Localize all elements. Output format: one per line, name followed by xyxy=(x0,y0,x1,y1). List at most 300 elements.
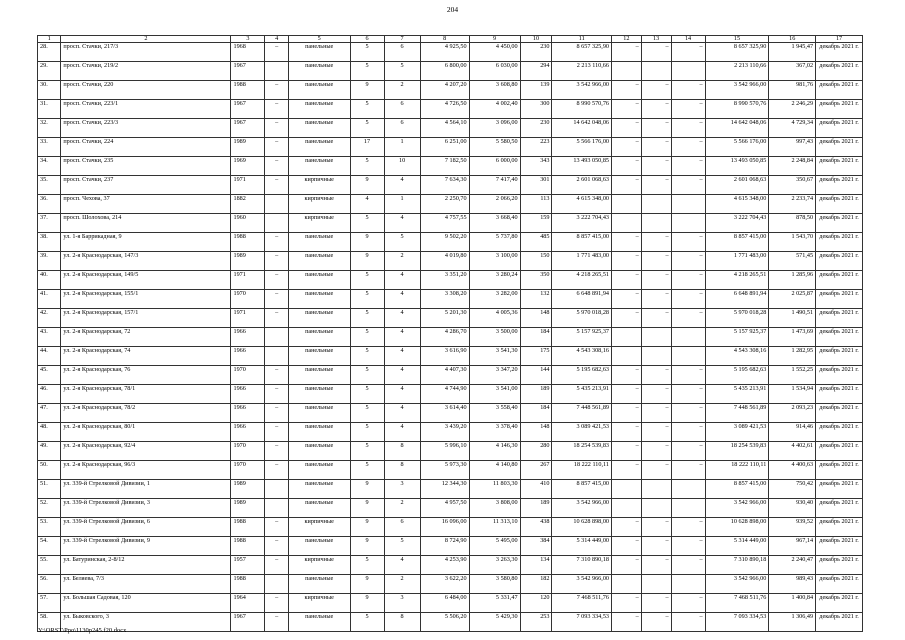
cell-res: 134 xyxy=(520,556,552,575)
cell-addr: ул. Большая Садовая, 120 xyxy=(61,594,231,613)
cell-dash: – xyxy=(265,233,288,252)
cell-tot: 18 254 539,83 xyxy=(705,442,769,461)
cell-ar2: 11 313,10 xyxy=(469,518,520,537)
cell-cost: 7 448 561,89 xyxy=(552,404,612,423)
cell-c13: – xyxy=(641,81,671,100)
cell-res: 184 xyxy=(520,328,552,347)
cell-c13: – xyxy=(641,537,671,556)
cell-dash: – xyxy=(265,594,288,613)
cell-res: 113 xyxy=(520,195,552,214)
cell-spec: 967,14 xyxy=(769,537,816,556)
cell-date: декабрь 2021 г. xyxy=(816,309,863,328)
cell-c12: – xyxy=(612,366,642,385)
cell-ar2: 3 347,20 xyxy=(469,366,520,385)
cell-res: 280 xyxy=(520,442,552,461)
cell-ar1: 8 724,90 xyxy=(420,537,469,556)
cell-n: 28. xyxy=(38,43,61,62)
cell-addr: ул. 339-й Стрелковой Дивизии, 9 xyxy=(61,537,231,556)
cell-year: 1971 xyxy=(231,309,265,328)
cell-ar1: 5 996,10 xyxy=(420,442,469,461)
cell-tot: 3 542 966,00 xyxy=(705,81,769,100)
column-number-2: 2 xyxy=(61,36,231,43)
cell-date: декабрь 2021 г. xyxy=(816,157,863,176)
cell-n: 33. xyxy=(38,138,61,157)
cell-c14: – xyxy=(671,385,705,404)
cell-cost: 8 857 415,00 xyxy=(552,480,612,499)
cell-cost: 5 566 176,00 xyxy=(552,138,612,157)
cell-date: декабрь 2021 г. xyxy=(816,62,863,81)
cell-ar1: 16 096,00 xyxy=(420,518,469,537)
cell-date: декабрь 2021 г. xyxy=(816,81,863,100)
cell-c13: – xyxy=(641,385,671,404)
cell-date: декабрь 2021 г. xyxy=(816,271,863,290)
cell-c13: – xyxy=(641,252,671,271)
cell-c14: – xyxy=(671,613,705,632)
cell-c14: – xyxy=(671,423,705,442)
cell-ent: 1 xyxy=(384,138,420,157)
cell-cost: 5 314 449,00 xyxy=(552,537,612,556)
table-row xyxy=(38,214,863,233)
table-row xyxy=(38,480,863,499)
column-number-1: 1 xyxy=(38,36,61,43)
cell-c12: – xyxy=(612,81,642,100)
cell-c13 xyxy=(641,328,671,347)
cell-dash xyxy=(265,480,288,499)
cell-c12: – xyxy=(612,385,642,404)
cell-fl: 5 xyxy=(350,100,384,119)
cell-addr: ул. 1-я Баррикадная, 9 xyxy=(61,233,231,252)
cell-date: декабрь 2021 г. xyxy=(816,613,863,632)
cell-c12: – xyxy=(612,613,642,632)
cell-fl: 9 xyxy=(350,176,384,195)
cell-c12: – xyxy=(612,157,642,176)
cell-ar2: 3 580,80 xyxy=(469,575,520,594)
cell-year: 1989 xyxy=(231,252,265,271)
cell-res: 301 xyxy=(520,176,552,195)
cell-c14: – xyxy=(671,594,705,613)
table-row xyxy=(38,176,863,195)
cell-res: 182 xyxy=(520,575,552,594)
cell-spec: 939,52 xyxy=(769,518,816,537)
cell-cost: 2 601 068,63 xyxy=(552,176,612,195)
cell-res: 184 xyxy=(520,404,552,423)
cell-ent: 6 xyxy=(384,518,420,537)
table-row xyxy=(38,290,863,309)
cell-n: 42. xyxy=(38,309,61,328)
cell-ar2: 5 331,47 xyxy=(469,594,520,613)
cell-cost: 5 970 018,28 xyxy=(552,309,612,328)
cell-c13: – xyxy=(641,366,671,385)
cell-ar1: 4 744,90 xyxy=(420,385,469,404)
cell-date: декабрь 2021 г. xyxy=(816,575,863,594)
cell-mat: панельные xyxy=(288,537,350,556)
cell-ent: 4 xyxy=(384,271,420,290)
cell-c14 xyxy=(671,62,705,81)
cell-addr: просп. Шолохова, 214 xyxy=(61,214,231,233)
cell-ar2: 3 808,00 xyxy=(469,499,520,518)
cell-ent: 4 xyxy=(384,556,420,575)
cell-dash: – xyxy=(265,518,288,537)
cell-year: 1970 xyxy=(231,366,265,385)
cell-mat: панельные xyxy=(288,347,350,366)
column-number-12: 12 xyxy=(612,36,642,43)
column-number-13: 13 xyxy=(641,36,671,43)
cell-fl: 9 xyxy=(350,594,384,613)
cell-tot: 5 157 925,37 xyxy=(705,328,769,347)
cell-fl: 5 xyxy=(350,366,384,385)
cell-spec: 1 473,69 xyxy=(769,328,816,347)
table-row xyxy=(38,347,863,366)
cell-n: 29. xyxy=(38,62,61,81)
cell-ent: 4 xyxy=(384,328,420,347)
column-number-5: 5 xyxy=(288,36,350,43)
cell-c12: – xyxy=(612,271,642,290)
cell-n: 51. xyxy=(38,480,61,499)
cell-c13 xyxy=(641,347,671,366)
cell-spec: 1 282,95 xyxy=(769,347,816,366)
cell-cost: 3 089 421,53 xyxy=(552,423,612,442)
cell-dash: – xyxy=(265,556,288,575)
cell-mat: панельные xyxy=(288,157,350,176)
table-row xyxy=(38,423,863,442)
cell-c14 xyxy=(671,347,705,366)
cell-tot: 5 970 018,28 xyxy=(705,309,769,328)
cell-tot: 18 222 110,11 xyxy=(705,461,769,480)
cell-ar2: 4 005,36 xyxy=(469,309,520,328)
table-row xyxy=(38,594,863,613)
cell-fl: 5 xyxy=(350,119,384,138)
cell-addr: просп. Стачки, 224 xyxy=(61,138,231,157)
cell-c13: – xyxy=(641,157,671,176)
cell-ar1: 3 614,40 xyxy=(420,404,469,423)
cell-mat: панельные xyxy=(288,100,350,119)
cell-c13: – xyxy=(641,233,671,252)
cell-spec: 981,76 xyxy=(769,81,816,100)
cell-cost: 18 222 110,11 xyxy=(552,461,612,480)
cell-ent: 6 xyxy=(384,100,420,119)
cell-c14: – xyxy=(671,556,705,575)
cell-spec: 2 025,87 xyxy=(769,290,816,309)
cell-tot: 8 990 570,76 xyxy=(705,100,769,119)
cell-ar2: 3 558,40 xyxy=(469,404,520,423)
cell-c13: – xyxy=(641,613,671,632)
cell-cost: 5 435 213,91 xyxy=(552,385,612,404)
cell-cost: 10 628 898,00 xyxy=(552,518,612,537)
column-number-9: 9 xyxy=(469,36,520,43)
cell-mat: панельные xyxy=(288,575,350,594)
cell-mat: панельные xyxy=(288,252,350,271)
cell-date: декабрь 2021 г. xyxy=(816,328,863,347)
cell-date: декабрь 2021 г. xyxy=(816,195,863,214)
cell-c14: – xyxy=(671,271,705,290)
cell-date: декабрь 2021 г. xyxy=(816,119,863,138)
cell-tot: 7 448 561,89 xyxy=(705,404,769,423)
cell-fl: 9 xyxy=(350,480,384,499)
cell-c13: – xyxy=(641,461,671,480)
cell-n: 58. xyxy=(38,613,61,632)
cell-n: 44. xyxy=(38,347,61,366)
cell-dash: – xyxy=(265,366,288,385)
cell-c12: – xyxy=(612,309,642,328)
cell-fl: 5 xyxy=(350,423,384,442)
cell-dash: – xyxy=(265,613,288,632)
cell-mat: панельные xyxy=(288,62,350,81)
table-row xyxy=(38,100,863,119)
cell-cost: 8 657 325,90 xyxy=(552,43,612,62)
cell-year: 1971 xyxy=(231,271,265,290)
cell-ent: 3 xyxy=(384,480,420,499)
cell-ar2: 6 000,00 xyxy=(469,157,520,176)
footer-file-path: Y:\ORST\Ppo\1130p245.f20.docx xyxy=(38,627,127,634)
cell-fl: 9 xyxy=(350,233,384,252)
cell-c12 xyxy=(612,195,642,214)
cell-c13: – xyxy=(641,138,671,157)
cell-res: 148 xyxy=(520,423,552,442)
cell-date: декабрь 2021 г. xyxy=(816,556,863,575)
cell-ent: 4 xyxy=(384,347,420,366)
cell-n: 35. xyxy=(38,176,61,195)
cell-date: декабрь 2021 г. xyxy=(816,347,863,366)
cell-c12 xyxy=(612,499,642,518)
cell-mat: панельные xyxy=(288,43,350,62)
cell-year: 1989 xyxy=(231,480,265,499)
cell-spec: 750,42 xyxy=(769,480,816,499)
cell-ar2: 4 146,30 xyxy=(469,442,520,461)
cell-spec: 350,67 xyxy=(769,176,816,195)
cell-year: 1967 xyxy=(231,100,265,119)
cell-c14 xyxy=(671,575,705,594)
cell-c13: – xyxy=(641,271,671,290)
cell-date: декабрь 2021 г. xyxy=(816,404,863,423)
cell-spec: 4 402,61 xyxy=(769,442,816,461)
cell-res: 410 xyxy=(520,480,552,499)
cell-ar2: 3 608,80 xyxy=(469,81,520,100)
cell-ar1: 6 251,00 xyxy=(420,138,469,157)
cell-addr: ул. 2-я Краснодарская, 157/1 xyxy=(61,309,231,328)
cell-year: 1966 xyxy=(231,423,265,442)
cell-res: 350 xyxy=(520,271,552,290)
cell-c12: – xyxy=(612,233,642,252)
cell-mat: панельные xyxy=(288,461,350,480)
cell-ar1: 9 502,20 xyxy=(420,233,469,252)
cell-ent: 2 xyxy=(384,575,420,594)
cell-fl: 17 xyxy=(350,138,384,157)
cell-date: декабрь 2021 г. xyxy=(816,423,863,442)
cell-spec: 2 246,29 xyxy=(769,100,816,119)
cell-date: декабрь 2021 г. xyxy=(816,480,863,499)
cell-ent: 8 xyxy=(384,461,420,480)
cell-fl: 5 xyxy=(350,271,384,290)
cell-year: 1971 xyxy=(231,176,265,195)
cell-res: 294 xyxy=(520,62,552,81)
cell-dash: – xyxy=(265,81,288,100)
cell-mat: панельные xyxy=(288,119,350,138)
cell-addr: ул. 2-я Краснодарская, 74 xyxy=(61,347,231,366)
table-row xyxy=(38,328,863,347)
cell-n: 43. xyxy=(38,328,61,347)
cell-addr: просп. Стачки, 223/1 xyxy=(61,100,231,119)
cell-c14: – xyxy=(671,404,705,423)
cell-year: 1989 xyxy=(231,138,265,157)
cell-c14: – xyxy=(671,119,705,138)
cell-dash xyxy=(265,195,288,214)
cell-c13 xyxy=(641,499,671,518)
column-number-17: 17 xyxy=(816,36,863,43)
column-number-11: 11 xyxy=(552,36,612,43)
cell-n: 48. xyxy=(38,423,61,442)
cell-c14: – xyxy=(671,81,705,100)
cell-res: 230 xyxy=(520,43,552,62)
cell-c14 xyxy=(671,195,705,214)
cell-ar2: 3 541,00 xyxy=(469,385,520,404)
cell-ent: 4 xyxy=(384,423,420,442)
column-number-8: 8 xyxy=(420,36,469,43)
cell-addr: просп. Стачки, 217/3 xyxy=(61,43,231,62)
cell-fl: 9 xyxy=(350,518,384,537)
cell-mat: панельные xyxy=(288,423,350,442)
cell-year: 1970 xyxy=(231,442,265,461)
cell-year: 1967 xyxy=(231,62,265,81)
cell-cost: 14 642 048,06 xyxy=(552,119,612,138)
cell-date: декабрь 2021 г. xyxy=(816,366,863,385)
cell-dash xyxy=(265,575,288,594)
cell-c14: – xyxy=(671,100,705,119)
cell-addr: ул. 2-я Краснодарская, 78/1 xyxy=(61,385,231,404)
cell-addr: просп. Стачки, 219/2 xyxy=(61,62,231,81)
cell-year: 1988 xyxy=(231,575,265,594)
cell-ar1: 3 351,20 xyxy=(420,271,469,290)
cell-res: 384 xyxy=(520,537,552,556)
cell-res: 120 xyxy=(520,594,552,613)
cell-ar1: 2 250,70 xyxy=(420,195,469,214)
cell-year: 1967 xyxy=(231,119,265,138)
cell-res: 438 xyxy=(520,518,552,537)
cell-addr: просп. Стачки, 220 xyxy=(61,81,231,100)
cell-tot: 10 628 898,00 xyxy=(705,518,769,537)
cell-addr: просп. Стачки, 223/3 xyxy=(61,119,231,138)
cell-tot: 5 314 449,00 xyxy=(705,537,769,556)
cell-year: 1966 xyxy=(231,385,265,404)
cell-res: 150 xyxy=(520,252,552,271)
cell-fl: 5 xyxy=(350,556,384,575)
cell-res: 148 xyxy=(520,309,552,328)
cell-c14: – xyxy=(671,309,705,328)
cell-tot: 3 222 704,43 xyxy=(705,214,769,233)
cell-mat: панельные xyxy=(288,480,350,499)
cell-ar2: 5 495,00 xyxy=(469,537,520,556)
cell-tot: 8 857 415,00 xyxy=(705,233,769,252)
cell-tot: 4 218 265,51 xyxy=(705,271,769,290)
cell-year: 1970 xyxy=(231,461,265,480)
cell-date: декабрь 2021 г. xyxy=(816,214,863,233)
cell-c14: – xyxy=(671,290,705,309)
cell-c14 xyxy=(671,214,705,233)
cell-dash: – xyxy=(265,138,288,157)
cell-fl: 5 xyxy=(350,461,384,480)
cell-ar2: 11 803,30 xyxy=(469,480,520,499)
cell-res: 159 xyxy=(520,214,552,233)
cell-c12: – xyxy=(612,119,642,138)
cell-n: 46. xyxy=(38,385,61,404)
cell-ent: 5 xyxy=(384,537,420,556)
cell-c14: – xyxy=(671,461,705,480)
cell-addr: ул. Беляева, 7/3 xyxy=(61,575,231,594)
cell-year: 1964 xyxy=(231,594,265,613)
cell-date: декабрь 2021 г. xyxy=(816,252,863,271)
cell-addr: ул. 2-я Краснодарская, 72 xyxy=(61,328,231,347)
cell-year: 1989 xyxy=(231,499,265,518)
cell-addr: ул. 2-я Краснодарская, 149/5 xyxy=(61,271,231,290)
table-row xyxy=(38,575,863,594)
cell-ar2: 3 096,00 xyxy=(469,119,520,138)
cell-ar2: 3 541,30 xyxy=(469,347,520,366)
column-number-16: 16 xyxy=(769,36,816,43)
cell-res: 144 xyxy=(520,366,552,385)
cell-tot: 5 195 682,63 xyxy=(705,366,769,385)
cell-date: декабрь 2021 г. xyxy=(816,594,863,613)
cell-year: 1988 xyxy=(231,233,265,252)
cell-ar2: 6 030,00 xyxy=(469,62,520,81)
cell-c12: – xyxy=(612,537,642,556)
column-number-7: 7 xyxy=(384,36,420,43)
cell-cost: 13 493 050,85 xyxy=(552,157,612,176)
cell-n: 36. xyxy=(38,195,61,214)
cell-n: 39. xyxy=(38,252,61,271)
cell-year: 1960 xyxy=(231,214,265,233)
cell-mat: кирпичные xyxy=(288,195,350,214)
cell-c12: – xyxy=(612,556,642,575)
cell-date: декабрь 2021 г. xyxy=(816,537,863,556)
column-number-row xyxy=(38,36,863,43)
cell-addr: ул. 339-й Стрелковой Дивизии, 6 xyxy=(61,518,231,537)
cell-ar1: 4 286,70 xyxy=(420,328,469,347)
cell-date: декабрь 2021 г. xyxy=(816,518,863,537)
cell-year: 1882 xyxy=(231,195,265,214)
cell-spec: 2 240,47 xyxy=(769,556,816,575)
cell-n: 31. xyxy=(38,100,61,119)
cell-year: 1988 xyxy=(231,537,265,556)
table-row xyxy=(38,309,863,328)
cell-mat: панельные xyxy=(288,442,350,461)
cell-dash: – xyxy=(265,290,288,309)
cell-ar1: 4 253,90 xyxy=(420,556,469,575)
cell-spec: 2 248,84 xyxy=(769,157,816,176)
table-row xyxy=(38,385,863,404)
cell-ar2: 3 263,30 xyxy=(469,556,520,575)
cell-spec: 367,02 xyxy=(769,62,816,81)
cell-c12 xyxy=(612,62,642,81)
cell-c14 xyxy=(671,480,705,499)
cell-year: 1966 xyxy=(231,328,265,347)
cell-n: 47. xyxy=(38,404,61,423)
cell-tot: 3 089 421,53 xyxy=(705,423,769,442)
cell-n: 57. xyxy=(38,594,61,613)
cell-ar1: 12 344,30 xyxy=(420,480,469,499)
cell-cost: 5 195 682,63 xyxy=(552,366,612,385)
cell-ent: 4 xyxy=(384,290,420,309)
cell-spec: 997,43 xyxy=(769,138,816,157)
cell-spec: 2 233,74 xyxy=(769,195,816,214)
page-number: 204 xyxy=(446,5,459,14)
cell-year: 1988 xyxy=(231,518,265,537)
cell-fl: 5 xyxy=(350,328,384,347)
cell-c14: – xyxy=(671,43,705,62)
cell-ar2: 5 429,30 xyxy=(469,613,520,632)
cell-fl: 4 xyxy=(350,195,384,214)
cell-spec: 1 543,70 xyxy=(769,233,816,252)
cell-cost: 3 542 966,00 xyxy=(552,575,612,594)
cell-cost: 2 213 110,66 xyxy=(552,62,612,81)
